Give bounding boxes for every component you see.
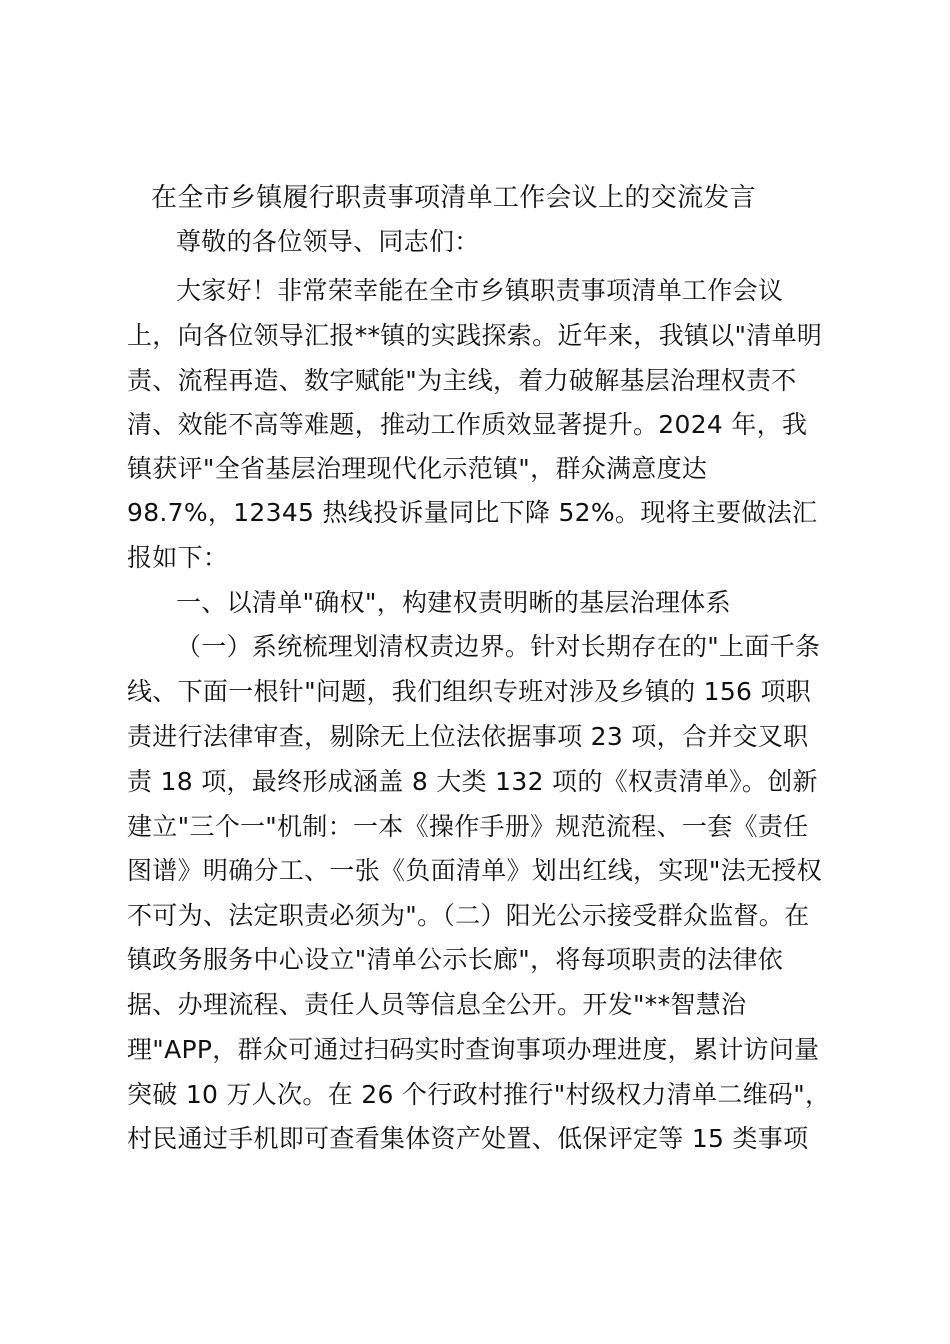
body-line: 责进行法律审查，剔除无上位法依据事项 23 项，合并交叉职 [127,722,809,751]
salutation: 尊敬的各位领导、同志们： [176,227,480,256]
body-line: 镇获评"全省基层治理现代化示范镇"，群众满意度达 [127,454,708,483]
body-line: 村民通过手机即可查看集体资产处置、低保评定等 15 类事项 [127,1124,809,1153]
body-line: 报如下： [127,543,229,572]
body-line: 建立"三个一"机制：一本《操作手册》规范流程、一套《责任 [127,812,809,841]
body-line: （一）系统梳理划清权责边界。针对长期存在的"上面千条 [176,632,821,661]
body-line: 据、办理流程、责任人员等信息全公开。开发"**智慧治 [127,990,747,1019]
body-line: 98.7%，12345 热线投诉量同比下降 52%。现将主要做法汇 [127,498,818,527]
body-line: 理"APP，群众可通过扫码实时查询事项办理进度，累计访问量 [127,1035,820,1064]
body-line: 图谱》明确分工、一张《负面清单》划出红线，实现"法无授权 [127,856,822,885]
body-line: 责 18 项，最终形成涵盖 8 大类 132 项的《权责清单》。创新 [127,767,818,796]
body-line: 突破 10 万人次。在 26 个行政村推行"村级权力清单二维码"， [127,1080,831,1109]
body-line: 不可为、法定职责必须为"。（二）阳光公示接受群众监督。在 [127,901,810,930]
body-line: 线、下面一根针"问题，我们组织专班对涉及乡镇的 156 项职 [127,677,812,706]
section-heading: 一、以清单"确权"，构建权责明晰的基层治理体系 [176,588,731,617]
document-title: 在全市乡镇履行职责事项清单工作会议上的交流发言 [151,183,756,213]
body-line: 清、效能不高等难题，推动工作质效显著提升。2024 年，我 [127,410,808,439]
body-line: 责、流程再造、数字赋能"为主线，着力破解基层治理权责不 [127,366,797,395]
body-line: 大家好！非常荣幸能在全市乡镇职责事项清单工作会议 [176,276,784,305]
body-line: 镇政务服务中心设立"清单公示长廊"，将每项职责的法律依 [127,945,784,974]
body-line: 上，向各位领导汇报**镇的实践探索。近年来，我镇以"清单明 [127,321,823,350]
